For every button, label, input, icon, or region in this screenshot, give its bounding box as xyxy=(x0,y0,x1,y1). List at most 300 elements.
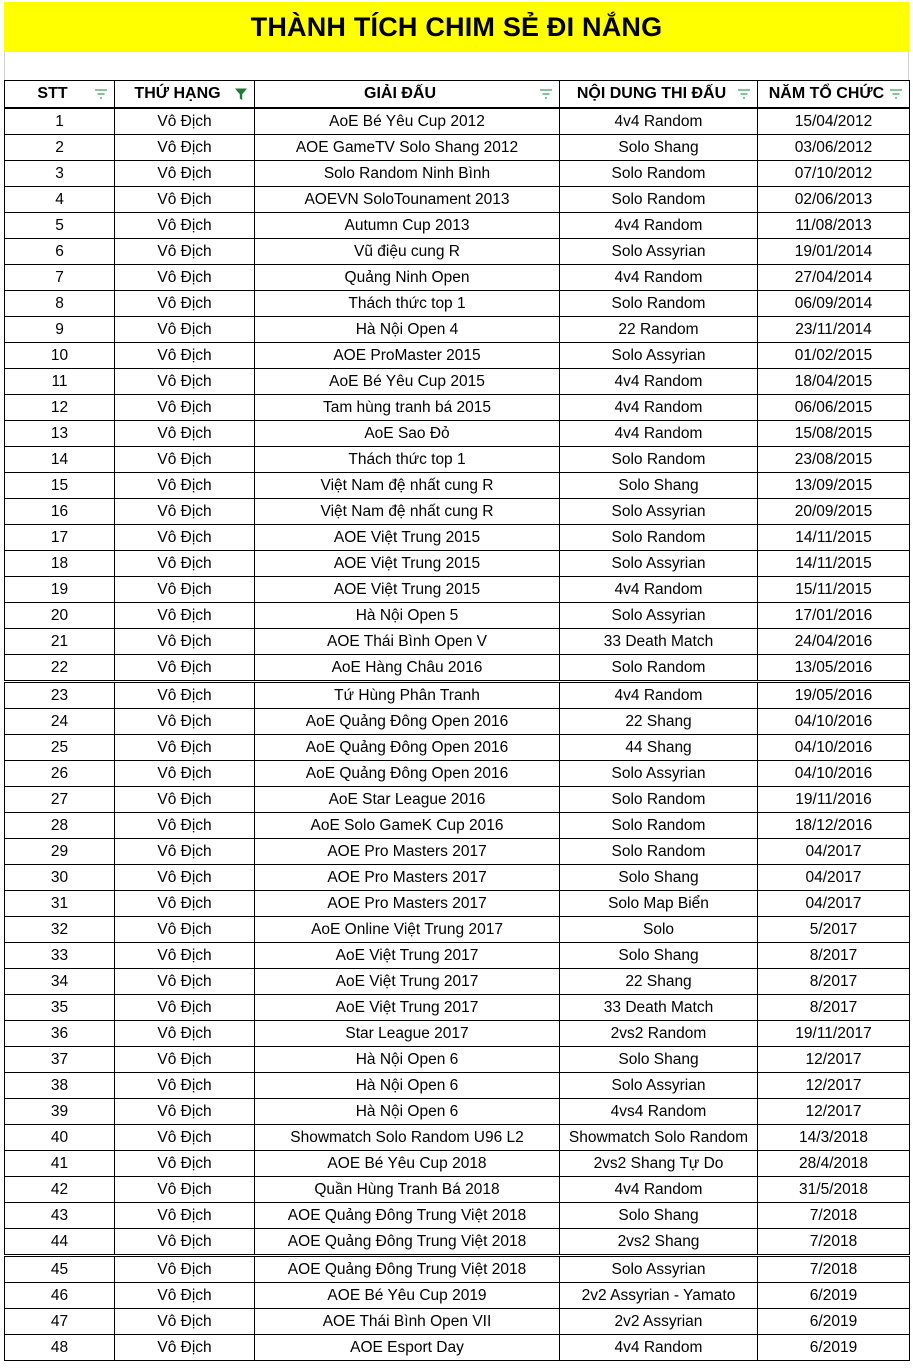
cell-year[interactable]: 04/2017 xyxy=(758,839,910,865)
cell-year[interactable]: 04/2017 xyxy=(758,865,910,891)
cell-tournament[interactable]: AOE Bé Yêu Cup 2018 xyxy=(255,1151,560,1177)
table-row xyxy=(5,577,910,603)
cell-rank[interactable]: Vô Địch xyxy=(115,135,255,161)
cell-rank[interactable]: Vô Địch xyxy=(115,551,255,577)
cell-tournament[interactable]: Hà Nội Open 4 xyxy=(255,317,560,343)
cell-event[interactable]: Solo Shang xyxy=(560,135,758,161)
cell-rank[interactable]: Vô Địch xyxy=(115,577,255,603)
cell-tournament[interactable]: AOE Quảng Đông Trung Việt 2018 xyxy=(255,1203,560,1229)
cell-event[interactable]: 22 Random xyxy=(560,317,758,343)
cell-rank[interactable]: Vô Địch xyxy=(115,291,255,317)
cell-stt[interactable]: 20 xyxy=(5,603,115,629)
cell-year[interactable]: 8/2017 xyxy=(758,969,910,995)
cell-stt[interactable]: 43 xyxy=(5,1203,115,1229)
cell-event[interactable]: Solo Random xyxy=(560,813,758,839)
cell-event[interactable]: 22 Shang xyxy=(560,709,758,735)
cell-year[interactable]: 27/04/2014 xyxy=(758,265,910,291)
cell-tournament[interactable]: Thách thức top 1 xyxy=(255,447,560,473)
cell-year[interactable]: 13/05/2016 xyxy=(758,655,910,682)
cell-event[interactable]: 2v2 Assyrian xyxy=(560,1309,758,1335)
cell-tournament[interactable]: AoE Quảng Đông Open 2016 xyxy=(255,735,560,761)
table-row xyxy=(5,787,910,813)
cell-year[interactable]: 19/11/2017 xyxy=(758,1021,910,1047)
cell-tournament[interactable]: AOE Quảng Đông Trung Việt 2018 xyxy=(255,1229,560,1256)
cell-rank[interactable]: Vô Địch xyxy=(115,1283,255,1309)
table-row xyxy=(5,839,910,865)
cell-event[interactable]: 2vs2 Shang Tự Do xyxy=(560,1151,758,1177)
cell-year[interactable]: 6/2019 xyxy=(758,1309,910,1335)
cell-rank[interactable]: Vô Địch xyxy=(115,1177,255,1203)
header-year xyxy=(758,81,910,109)
cell-tournament[interactable]: AoE Online Việt Trung 2017 xyxy=(255,917,560,943)
header-rank xyxy=(115,81,255,109)
cell-event[interactable]: Solo Shang xyxy=(560,1203,758,1229)
cell-tournament[interactable]: AOEVN SoloTounament 2013 xyxy=(255,187,560,213)
cell-stt[interactable]: 38 xyxy=(5,1073,115,1099)
cell-stt[interactable]: 18 xyxy=(5,551,115,577)
cell-rank[interactable]: Vô Địch xyxy=(115,1047,255,1073)
cell-event[interactable]: 4v4 Random xyxy=(560,1177,758,1203)
cell-event[interactable]: Solo Random xyxy=(560,161,758,187)
cell-event[interactable]: 4v4 Random xyxy=(560,577,758,603)
cell-stt[interactable]: 5 xyxy=(5,213,115,239)
cell-event[interactable]: Solo Random xyxy=(560,291,758,317)
cell-stt[interactable]: 33 xyxy=(5,943,115,969)
cell-rank[interactable]: Vô Địch xyxy=(115,473,255,499)
cell-year[interactable]: 23/08/2015 xyxy=(758,447,910,473)
table-row xyxy=(5,761,910,787)
cell-stt[interactable]: 41 xyxy=(5,1151,115,1177)
cell-event[interactable]: Solo Assyrian xyxy=(560,551,758,577)
cell-tournament[interactable]: AOE Bé Yêu Cup 2019 xyxy=(255,1283,560,1309)
cell-stt[interactable]: 1 xyxy=(5,108,115,135)
title-band xyxy=(4,2,909,52)
cell-rank[interactable]: Vô Địch xyxy=(115,1099,255,1125)
cell-stt[interactable]: 32 xyxy=(5,917,115,943)
cell-tournament[interactable]: AOE Pro Masters 2017 xyxy=(255,891,560,917)
cell-stt[interactable]: 3 xyxy=(5,161,115,187)
cell-year[interactable]: 12/2017 xyxy=(758,1099,910,1125)
table-row xyxy=(5,499,910,525)
table-row xyxy=(5,551,910,577)
cell-year[interactable]: 19/05/2016 xyxy=(758,682,910,709)
cell-year[interactable]: 7/2018 xyxy=(758,1256,910,1283)
cell-stt[interactable]: 48 xyxy=(5,1335,115,1361)
cell-stt[interactable]: 35 xyxy=(5,995,115,1021)
cell-event[interactable]: 4vs4 Random xyxy=(560,1099,758,1125)
table-row xyxy=(5,1283,910,1309)
cell-event[interactable]: 2vs2 Shang xyxy=(560,1229,758,1256)
cell-stt[interactable]: 17 xyxy=(5,525,115,551)
table-row xyxy=(5,395,910,421)
cell-stt[interactable]: 6 xyxy=(5,239,115,265)
table-row xyxy=(5,1229,910,1256)
cell-tournament[interactable]: Showmatch Solo Random U96 L2 xyxy=(255,1125,560,1151)
table-row xyxy=(5,1256,910,1283)
cell-tournament[interactable]: Hà Nội Open 6 xyxy=(255,1073,560,1099)
cell-rank[interactable]: Vô Địch xyxy=(115,1203,255,1229)
cell-tournament[interactable]: AOE Việt Trung 2015 xyxy=(255,551,560,577)
cell-rank[interactable]: Vô Địch xyxy=(115,682,255,709)
cell-year[interactable]: 7/2018 xyxy=(758,1203,910,1229)
table-row xyxy=(5,291,910,317)
cell-stt[interactable]: 40 xyxy=(5,1125,115,1151)
cell-year[interactable]: 11/08/2013 xyxy=(758,213,910,239)
cell-stt[interactable]: 8 xyxy=(5,291,115,317)
cell-event[interactable]: 4v4 Random xyxy=(560,265,758,291)
cell-rank[interactable]: Vô Địch xyxy=(115,943,255,969)
cell-tournament[interactable]: AOE Thái Bình Open V xyxy=(255,629,560,655)
header-row xyxy=(5,81,910,109)
cell-stt[interactable]: 37 xyxy=(5,1047,115,1073)
cell-event[interactable]: 4v4 Random xyxy=(560,421,758,447)
cell-event[interactable]: Solo Assyrian xyxy=(560,1256,758,1283)
cell-tournament[interactable]: AoE Solo GameK Cup 2016 xyxy=(255,813,560,839)
cell-rank[interactable]: Vô Địch xyxy=(115,995,255,1021)
cell-rank[interactable]: Vô Địch xyxy=(115,603,255,629)
cell-event[interactable]: Solo Map Biển xyxy=(560,891,758,917)
cell-event[interactable]: Solo Shang xyxy=(560,865,758,891)
cell-tournament[interactable]: AOE Pro Masters 2017 xyxy=(255,865,560,891)
cell-tournament[interactable]: Việt Nam đệ nhất cung R xyxy=(255,473,560,499)
cell-stt[interactable]: 27 xyxy=(5,787,115,813)
cell-stt[interactable]: 31 xyxy=(5,891,115,917)
cell-tournament[interactable]: Hà Nội Open 6 xyxy=(255,1047,560,1073)
cell-stt[interactable]: 45 xyxy=(5,1256,115,1283)
cell-tournament[interactable]: AOE Việt Trung 2015 xyxy=(255,525,560,551)
table-row xyxy=(5,161,910,187)
cell-stt[interactable]: 14 xyxy=(5,447,115,473)
cell-tournament[interactable]: AoE Sao Đỏ xyxy=(255,421,560,447)
cell-event[interactable]: Solo Assyrian xyxy=(560,499,758,525)
table-row xyxy=(5,525,910,551)
cell-year[interactable]: 8/2017 xyxy=(758,943,910,969)
cell-tournament[interactable]: AoE Quảng Đông Open 2016 xyxy=(255,761,560,787)
cell-event[interactable]: 33 Death Match xyxy=(560,629,758,655)
cell-stt[interactable]: 29 xyxy=(5,839,115,865)
cell-rank[interactable]: Vô Địch xyxy=(115,709,255,735)
cell-year[interactable]: 15/04/2012 xyxy=(758,108,910,135)
cell-tournament[interactable]: Solo Random Ninh Bình xyxy=(255,161,560,187)
cell-stt[interactable]: 34 xyxy=(5,969,115,995)
cell-rank[interactable]: Vô Địch xyxy=(115,1229,255,1256)
cell-rank[interactable]: Vô Địch xyxy=(115,343,255,369)
cell-stt[interactable]: 4 xyxy=(5,187,115,213)
cell-rank[interactable]: Vô Địch xyxy=(115,917,255,943)
cell-event[interactable]: Solo Assyrian xyxy=(560,761,758,787)
cell-tournament[interactable]: AOE Quảng Đông Trung Việt 2018 xyxy=(255,1256,560,1283)
cell-tournament[interactable]: Vũ điệu cung R xyxy=(255,239,560,265)
cell-event[interactable]: Solo Shang xyxy=(560,1047,758,1073)
cell-year[interactable]: 23/11/2014 xyxy=(758,317,910,343)
cell-stt[interactable]: 28 xyxy=(5,813,115,839)
cell-event[interactable]: Showmatch Solo Random xyxy=(560,1125,758,1151)
cell-rank[interactable]: Vô Địch xyxy=(115,629,255,655)
cell-tournament[interactable]: AoE Star League 2016 xyxy=(255,787,560,813)
cell-event[interactable]: 2v2 Assyrian - Yamato xyxy=(560,1283,758,1309)
cell-year[interactable]: 8/2017 xyxy=(758,995,910,1021)
table-row xyxy=(5,1047,910,1073)
cell-stt[interactable]: 11 xyxy=(5,369,115,395)
table-row xyxy=(5,421,910,447)
cell-rank[interactable]: Vô Địch xyxy=(115,1335,255,1361)
cell-year[interactable]: 6/2019 xyxy=(758,1283,910,1309)
table-row xyxy=(5,108,910,135)
filter-active-icon[interactable] xyxy=(234,87,248,101)
cell-event[interactable]: Solo Random xyxy=(560,839,758,865)
header-year-label: NĂM TỔ CHỨC xyxy=(768,85,885,102)
cell-stt[interactable]: 26 xyxy=(5,761,115,787)
cell-stt[interactable]: 36 xyxy=(5,1021,115,1047)
cell-event[interactable]: 4v4 Random xyxy=(560,1335,758,1361)
cell-year[interactable]: 28/4/2018 xyxy=(758,1151,910,1177)
cell-year[interactable]: 6/2019 xyxy=(758,1335,910,1361)
cell-rank[interactable]: Vô Địch xyxy=(115,369,255,395)
cell-rank[interactable]: Vô Địch xyxy=(115,1151,255,1177)
cell-year[interactable]: 14/3/2018 xyxy=(758,1125,910,1151)
cell-year[interactable]: 04/10/2016 xyxy=(758,735,910,761)
table-row xyxy=(5,1177,910,1203)
table-row xyxy=(5,317,910,343)
cell-tournament[interactable]: Tứ Hùng Phân Tranh xyxy=(255,682,560,709)
cell-rank[interactable]: Vô Địch xyxy=(115,213,255,239)
table-row xyxy=(5,1309,910,1335)
cell-stt[interactable]: 24 xyxy=(5,709,115,735)
cell-stt[interactable]: 21 xyxy=(5,629,115,655)
cell-rank[interactable]: Vô Địch xyxy=(115,1309,255,1335)
cell-event[interactable]: 33 Death Match xyxy=(560,995,758,1021)
cell-rank[interactable]: Vô Địch xyxy=(115,239,255,265)
cell-event[interactable]: 4v4 Random xyxy=(560,682,758,709)
cell-year[interactable]: 13/09/2015 xyxy=(758,473,910,499)
cell-year[interactable]: 12/2017 xyxy=(758,1073,910,1099)
cell-rank[interactable]: Vô Địch xyxy=(115,395,255,421)
cell-year[interactable]: 12/2017 xyxy=(758,1047,910,1073)
cell-tournament[interactable]: Quảng Ninh Open xyxy=(255,265,560,291)
cell-event[interactable]: Solo Shang xyxy=(560,473,758,499)
cell-event[interactable]: 4v4 Random xyxy=(560,369,758,395)
cell-year[interactable]: 14/11/2015 xyxy=(758,551,910,577)
cell-tournament[interactable]: AOE Esport Day xyxy=(255,1335,560,1361)
cell-stt[interactable]: 23 xyxy=(5,682,115,709)
cell-tournament[interactable]: AoE Bé Yêu Cup 2012 xyxy=(255,108,560,135)
cell-tournament[interactable]: Hà Nội Open 6 xyxy=(255,1099,560,1125)
table-row xyxy=(5,995,910,1021)
cell-rank[interactable]: Vô Địch xyxy=(115,865,255,891)
cell-stt[interactable]: 9 xyxy=(5,317,115,343)
header-event-label: NỘI DUNG THI ĐẤU xyxy=(576,85,727,102)
cell-event[interactable]: 22 Shang xyxy=(560,969,758,995)
cell-rank[interactable]: Vô Địch xyxy=(115,969,255,995)
cell-rank[interactable]: Vô Địch xyxy=(115,499,255,525)
table-row xyxy=(5,1021,910,1047)
cell-year[interactable]: 04/10/2016 xyxy=(758,709,910,735)
cell-stt[interactable]: 10 xyxy=(5,343,115,369)
cell-event[interactable]: Solo Random xyxy=(560,187,758,213)
header-tournament xyxy=(255,81,560,109)
cell-stt[interactable]: 16 xyxy=(5,499,115,525)
cell-year[interactable]: 24/04/2016 xyxy=(758,629,910,655)
cell-tournament[interactable]: AoE Việt Trung 2017 xyxy=(255,943,560,969)
cell-stt[interactable]: 39 xyxy=(5,1099,115,1125)
cell-tournament[interactable]: AOE Pro Masters 2017 xyxy=(255,839,560,865)
cell-stt[interactable]: 22 xyxy=(5,655,115,682)
filter-icon[interactable] xyxy=(94,87,108,101)
cell-year[interactable]: 01/02/2015 xyxy=(758,343,910,369)
cell-rank[interactable]: Vô Địch xyxy=(115,839,255,865)
cell-tournament[interactable]: AOE GameTV Solo Shang 2012 xyxy=(255,135,560,161)
table-row xyxy=(5,969,910,995)
cell-rank[interactable]: Vô Địch xyxy=(115,1073,255,1099)
cell-year[interactable]: 18/12/2016 xyxy=(758,813,910,839)
cell-stt[interactable]: 13 xyxy=(5,421,115,447)
cell-stt[interactable]: 7 xyxy=(5,265,115,291)
filter-icon[interactable] xyxy=(889,87,903,101)
table-row xyxy=(5,1099,910,1125)
table-body xyxy=(5,108,910,1361)
table-row xyxy=(5,629,910,655)
cell-stt[interactable]: 15 xyxy=(5,473,115,499)
cell-event[interactable]: Solo Random xyxy=(560,655,758,682)
table-row xyxy=(5,447,910,473)
cell-tournament[interactable]: Quần Hùng Tranh Bá 2018 xyxy=(255,1177,560,1203)
cell-year[interactable]: 31/5/2018 xyxy=(758,1177,910,1203)
cell-year[interactable]: 15/11/2015 xyxy=(758,577,910,603)
cell-tournament[interactable]: AoE Quảng Đông Open 2016 xyxy=(255,709,560,735)
cell-year[interactable]: 19/01/2014 xyxy=(758,239,910,265)
table-row xyxy=(5,1073,910,1099)
cell-year[interactable]: 07/10/2012 xyxy=(758,161,910,187)
cell-event[interactable]: Solo Assyrian xyxy=(560,1073,758,1099)
table-row xyxy=(5,813,910,839)
cell-event[interactable]: Solo Assyrian xyxy=(560,239,758,265)
cell-rank[interactable]: Vô Địch xyxy=(115,525,255,551)
cell-tournament[interactable]: AOE Việt Trung 2015 xyxy=(255,577,560,603)
sheet-title: THÀNH TÍCH CHIM SẺ ĐI NẮNG xyxy=(250,11,663,42)
cell-rank[interactable]: Vô Địch xyxy=(115,813,255,839)
cell-year[interactable]: 17/01/2016 xyxy=(758,603,910,629)
cell-tournament[interactable]: AoE Bé Yêu Cup 2015 xyxy=(255,369,560,395)
cell-event[interactable]: Solo Shang xyxy=(560,943,758,969)
cell-tournament[interactable]: AoE Việt Trung 2017 xyxy=(255,995,560,1021)
cell-tournament[interactable]: AOE Thái Bình Open VII xyxy=(255,1309,560,1335)
cell-tournament[interactable]: AoE Việt Trung 2017 xyxy=(255,969,560,995)
cell-rank[interactable]: Vô Địch xyxy=(115,187,255,213)
cell-event[interactable]: 4v4 Random xyxy=(560,213,758,239)
cell-rank[interactable]: Vô Địch xyxy=(115,161,255,187)
cell-rank[interactable]: Vô Địch xyxy=(115,787,255,813)
cell-tournament[interactable]: AOE ProMaster 2015 xyxy=(255,343,560,369)
header-tournament-label: GIẢI ĐẤU xyxy=(364,85,436,102)
cell-rank[interactable]: Vô Địch xyxy=(115,1256,255,1283)
cell-rank[interactable]: Vô Địch xyxy=(115,265,255,291)
table-row xyxy=(5,187,910,213)
table-row xyxy=(5,1125,910,1151)
cell-rank[interactable]: Vô Địch xyxy=(115,891,255,917)
cell-event[interactable]: 44 Shang xyxy=(560,735,758,761)
cell-rank[interactable]: Vô Địch xyxy=(115,761,255,787)
cell-event[interactable]: Solo Random xyxy=(560,525,758,551)
cell-year[interactable]: 7/2018 xyxy=(758,1229,910,1256)
cell-year[interactable]: 5/2017 xyxy=(758,917,910,943)
cell-stt[interactable]: 42 xyxy=(5,1177,115,1203)
cell-event[interactable]: Solo Assyrian xyxy=(560,603,758,629)
cell-rank[interactable]: Vô Địch xyxy=(115,1125,255,1151)
cell-event[interactable]: 4v4 Random xyxy=(560,108,758,135)
table-row xyxy=(5,473,910,499)
cell-stt[interactable]: 25 xyxy=(5,735,115,761)
cell-rank[interactable]: Vô Địch xyxy=(115,317,255,343)
cell-year[interactable]: 18/04/2015 xyxy=(758,369,910,395)
cell-stt[interactable]: 30 xyxy=(5,865,115,891)
cell-stt[interactable]: 47 xyxy=(5,1309,115,1335)
cell-year[interactable]: 15/08/2015 xyxy=(758,421,910,447)
table-row xyxy=(5,1335,910,1361)
cell-event[interactable]: 4v4 Random xyxy=(560,395,758,421)
cell-tournament[interactable]: Hà Nội Open 5 xyxy=(255,603,560,629)
table-row xyxy=(5,891,910,917)
cell-event[interactable]: Solo Random xyxy=(560,787,758,813)
header-stt-label: STT xyxy=(37,85,68,102)
table-row xyxy=(5,735,910,761)
cell-stt[interactable]: 46 xyxy=(5,1283,115,1309)
cell-year[interactable]: 06/06/2015 xyxy=(758,395,910,421)
cell-tournament[interactable]: Việt Nam đệ nhất cung R xyxy=(255,499,560,525)
header-stt xyxy=(5,81,115,109)
cell-event[interactable]: Solo Random xyxy=(560,447,758,473)
table-row xyxy=(5,135,910,161)
cell-stt[interactable]: 44 xyxy=(5,1229,115,1256)
table-row xyxy=(5,917,910,943)
cell-year[interactable]: 02/06/2013 xyxy=(758,187,910,213)
cell-rank[interactable]: Vô Địch xyxy=(115,421,255,447)
table-row xyxy=(5,239,910,265)
cell-rank[interactable]: Vô Địch xyxy=(115,108,255,135)
cell-stt[interactable]: 12 xyxy=(5,395,115,421)
table-row xyxy=(5,1151,910,1177)
cell-event[interactable]: 2vs2 Random xyxy=(560,1021,758,1047)
cell-tournament[interactable]: Tam hùng tranh bá 2015 xyxy=(255,395,560,421)
cell-rank[interactable]: Vô Địch xyxy=(115,447,255,473)
table-row xyxy=(5,709,910,735)
cell-year[interactable]: 19/11/2016 xyxy=(758,787,910,813)
cell-tournament[interactable]: AoE Hàng Châu 2016 xyxy=(255,655,560,682)
filter-icon[interactable] xyxy=(737,87,751,101)
cell-year[interactable]: 06/09/2014 xyxy=(758,291,910,317)
cell-event[interactable]: Solo Assyrian xyxy=(560,343,758,369)
header-rank-label: THỨ HẠNG xyxy=(134,85,221,102)
cell-year[interactable]: 04/10/2016 xyxy=(758,761,910,787)
cell-year[interactable]: 14/11/2015 xyxy=(758,525,910,551)
table-row xyxy=(5,865,910,891)
cell-tournament[interactable]: Autumn Cup 2013 xyxy=(255,213,560,239)
cell-year[interactable]: 20/09/2015 xyxy=(758,499,910,525)
cell-rank[interactable]: Vô Địch xyxy=(115,735,255,761)
cell-stt[interactable]: 2 xyxy=(5,135,115,161)
cell-rank[interactable]: Vô Địch xyxy=(115,655,255,682)
cell-tournament[interactable]: Star League 2017 xyxy=(255,1021,560,1047)
cell-year[interactable]: 04/2017 xyxy=(758,891,910,917)
cell-rank[interactable]: Vô Địch xyxy=(115,1021,255,1047)
cell-stt[interactable]: 19 xyxy=(5,577,115,603)
header-event xyxy=(560,81,758,109)
cell-year[interactable]: 03/06/2012 xyxy=(758,135,910,161)
achievements-table xyxy=(4,80,910,1361)
cell-event[interactable]: Solo xyxy=(560,917,758,943)
filter-icon[interactable] xyxy=(539,87,553,101)
cell-tournament[interactable]: Thách thức top 1 xyxy=(255,291,560,317)
table-row xyxy=(5,603,910,629)
